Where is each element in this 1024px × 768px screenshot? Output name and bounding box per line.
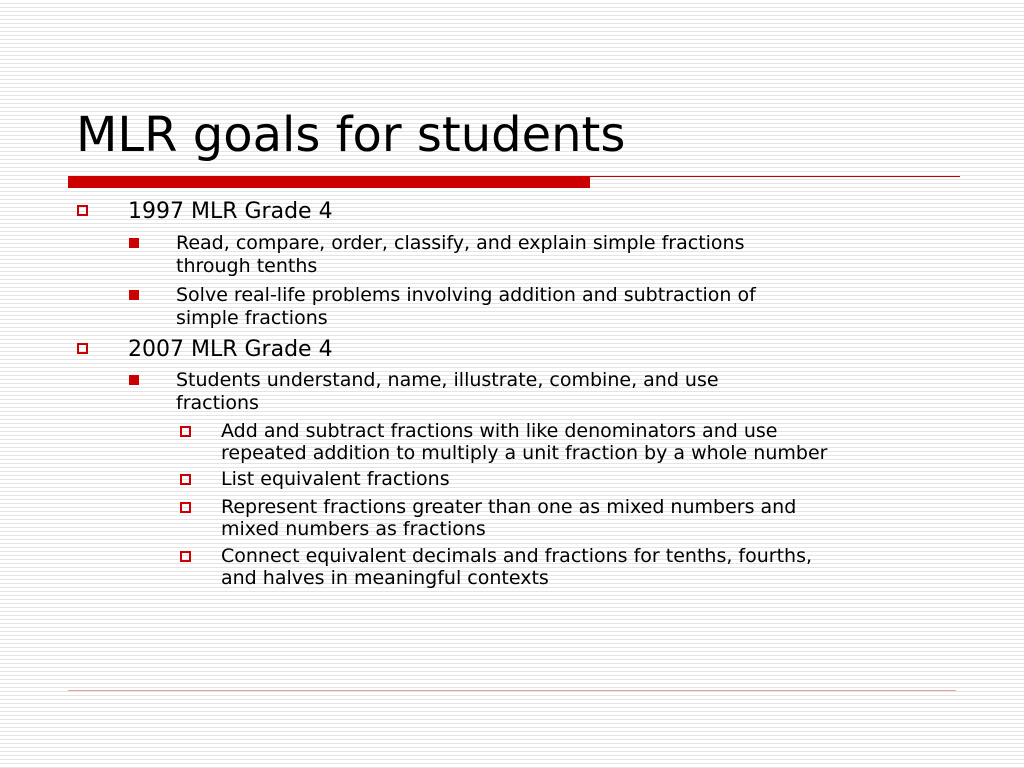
list-item-text: through tenths	[176, 255, 318, 277]
hollow-square-bullet-icon	[77, 205, 88, 216]
sub-list-item-text: List equivalent fractions	[221, 468, 450, 490]
sub-list-item	[221, 496, 796, 540]
title-underline-thick	[68, 176, 590, 188]
title-underline-thin	[590, 176, 960, 177]
list-item	[176, 232, 745, 278]
list-item	[176, 284, 756, 330]
list-item-text: simple fractions	[176, 307, 328, 329]
hollow-square-bullet-icon	[180, 474, 191, 485]
list-item-text: Read, compare, order, classify, and explain simple fractions	[176, 232, 745, 254]
filled-square-bullet-icon	[129, 375, 139, 385]
list-item	[176, 369, 719, 415]
sub-list-item-text: Add and subtract fractions with like denominators and use	[221, 420, 778, 442]
hollow-square-bullet-icon	[77, 343, 88, 354]
sub-list-item-text: repeated addition to multiply a unit fraction by a whole number	[221, 442, 828, 464]
hollow-square-bullet-icon	[180, 426, 191, 437]
sub-list-item-text: Connect equivalent decimals and fractions for tenths, fourths,	[221, 545, 813, 567]
filled-square-bullet-icon	[129, 290, 139, 300]
sub-list-item	[221, 545, 812, 589]
hollow-square-bullet-icon	[180, 551, 191, 562]
sub-list-item	[221, 468, 450, 490]
list-item-text: Students understand, name, illustrate, combine, and use	[176, 369, 719, 391]
hollow-square-bullet-icon	[180, 502, 191, 513]
section-heading-text: 1997 MLR Grade 4	[128, 199, 333, 224]
section-heading-text: 2007 MLR Grade 4	[128, 337, 333, 362]
section-heading-2007	[128, 336, 333, 364]
footer-divider	[68, 690, 956, 691]
list-item-text: Solve real-life problems involving addition and subtraction of	[176, 284, 756, 306]
filled-square-bullet-icon	[129, 238, 139, 248]
section-heading-1997	[128, 198, 333, 226]
sub-list-item	[221, 420, 827, 464]
sub-list-item-text: Represent fractions greater than one as mixed numbers and	[221, 496, 797, 518]
sub-list-item-text: and halves in meaningful contexts	[221, 567, 549, 589]
slide-title: MLR goals for students	[76, 107, 626, 163]
sub-list-item-text: mixed numbers as fractions	[221, 518, 486, 540]
list-item-text: fractions	[176, 392, 259, 414]
